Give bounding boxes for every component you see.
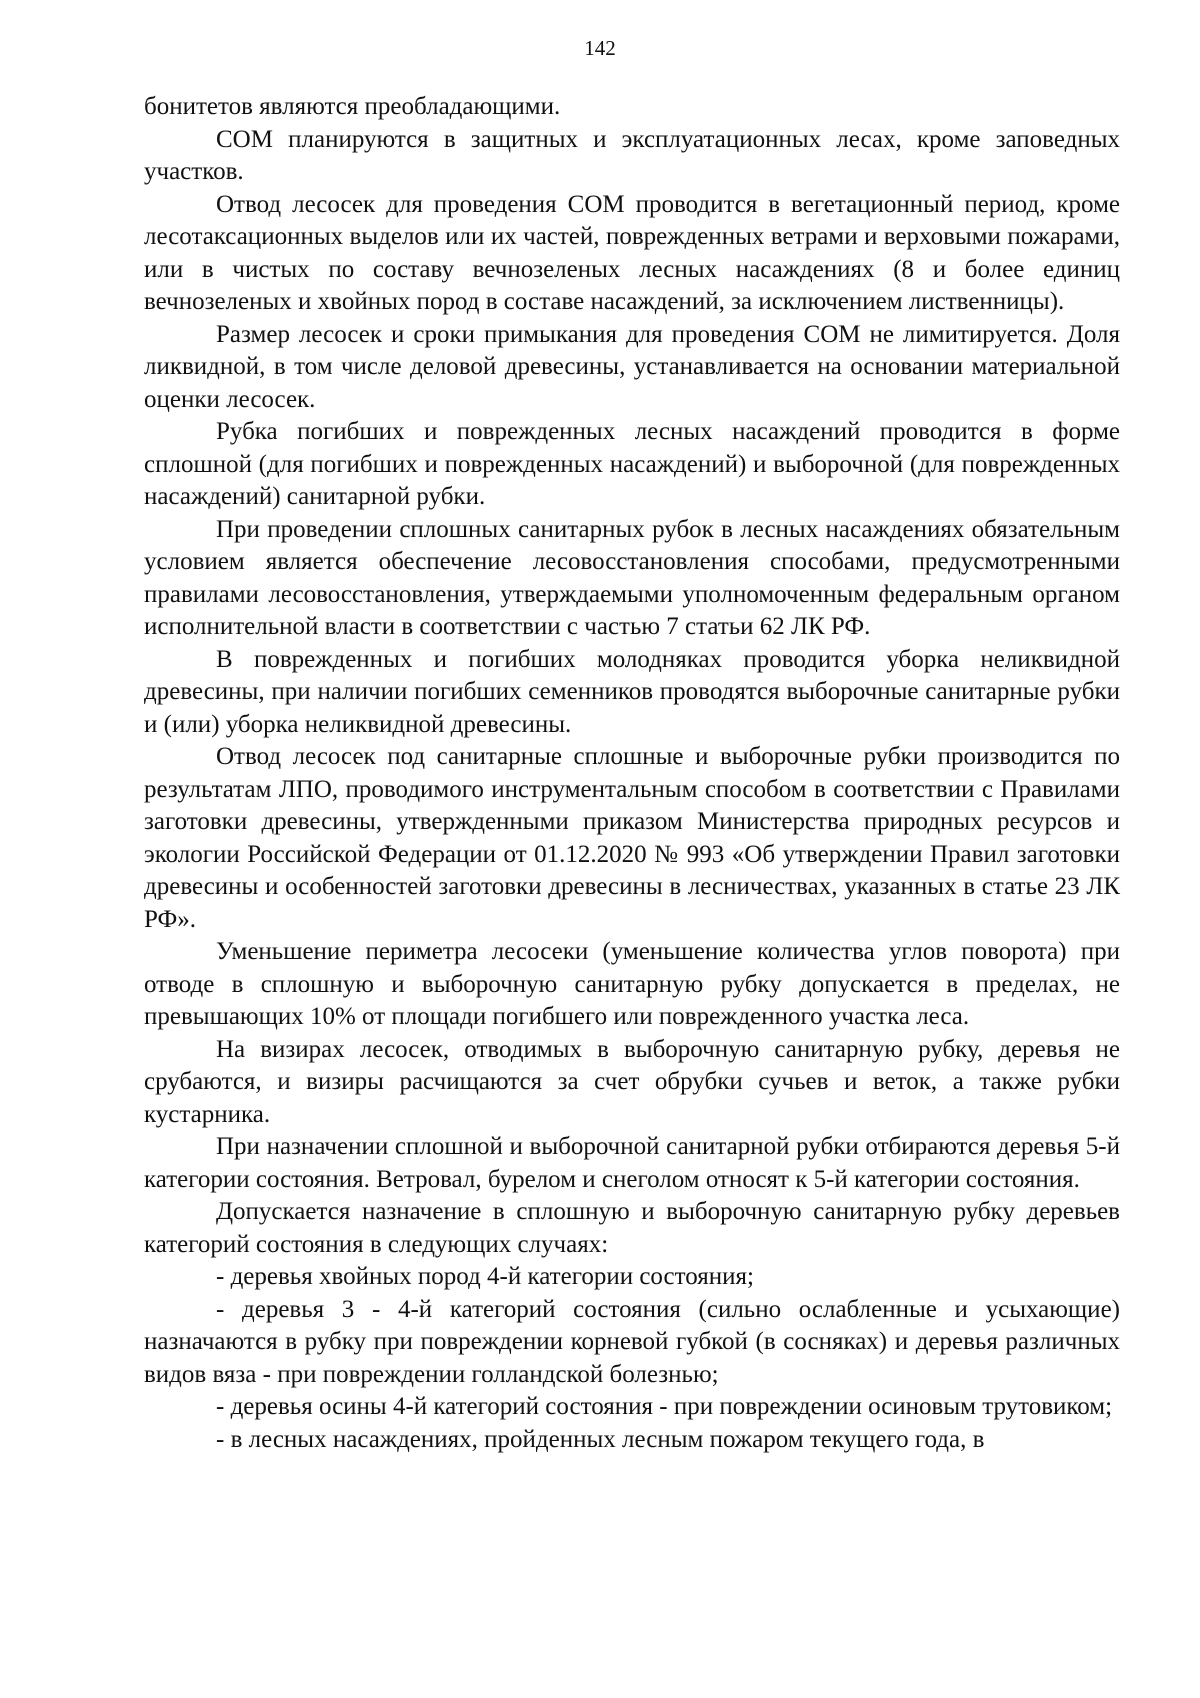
paragraph: В поврежденных и погибших молодняках проводится уборка неликвидной древесины, при наличии погибших семенников проводятся выборочные санитарные рубки и (или) уборка неликвидной древесины. [144,645,1120,738]
paragraph: СОМ планируются в защитных и эксплуатационных лесах, кроме заповедных участков. [144,125,1120,185]
paragraph: Рубка погибших и поврежденных лесных насаждений проводится в форме сплошной (для погибших и поврежденных насаждений) и выборочной (для поврежденных насаждений) санитарной рубки. [144,418,1120,510]
list-item: - деревья осины 4-й категорий состояния - при повреждении осиновым трутовиком; [216,1393,1113,1420]
paragraph: Уменьшение периметра лесосеки (уменьшение количества углов поворота) при отводе в сплошную и выборочную санитарную рубку допускается в пределах, не превышающих 10% от площади погибшего или поврежденного участка леса. [144,938,1120,1030]
paragraph: бонитетов являются преобладающими. [144,93,561,120]
document-body [144,91,1120,1456]
page-number: 142 [584,36,616,60]
paragraph: Отвод лесосек для проведения СОМ проводится в вегетационный период, кроме лесотаксационных выделов или их частей, поврежденных ветрами и верховыми пожарами, или в чистых по составу вечнозеленых лесных насаждениях (8 и более единиц вечнозеленых и хвойных пород в составе насаждений, за исключением лиственницы). [144,190,1120,315]
list-item: - деревья 3 - 4-й категорий состояния (сильно ослабленные и усыхающие) назначаются в рубку при повреждении корневой губкой (в сосняках) и деревья различных видов вяза - при повреждении голландской болезнью; [144,1295,1120,1388]
paragraph: При назначении сплошной и выборочной санитарной рубки отбираются деревья 5-й категории состояния. Ветровал, бурелом и снеголом относят к 5-й категории состояния. [144,1133,1120,1193]
paragraph: Допускается назначение в сплошную и выборочную санитарную рубку деревьев категорий состояния в следующих случаях: [144,1198,1120,1258]
list-item: - в лесных насаждениях, пройденных лесным пожаром текущего года, в [216,1425,985,1453]
list-item: - деревья хвойных пород 4-й категории состояния; [216,1263,754,1290]
paragraph: На визирах лесосек, отводимых в выборочную санитарную рубку, деревья не срубаются, и визиры расчищаются за счет обрубки сучьев и веток, а также рубки кустарника. [144,1035,1120,1128]
paragraph: Отвод лесосек под санитарные сплошные и выборочные рубки производится по результатам ЛПО, проводимого инструментальным способом в соответствии с Правилами заготовки древесины, утвержденными приказом Министерства природных ресурсов и экологии Российской Федерации от 01.12.2020 № 993 «Об утверждении Правил заготовки древесины и особенностей заготовки древесины в лесничествах, указанных в статье 23 ЛК РФ». [144,743,1120,933]
paragraph: Размер лесосек и сроки примыкания для проведения СОМ не лимитируется. Доля ликвидной, в том числе деловой древесины, устанавливается на основании материальной оценки лесосек. [144,320,1120,413]
paragraph: При проведении сплошных санитарных рубок в лесных насаждениях обязательным условием является обеспечение лесовосстановления способами, предусмотренными правилами лесовосстановления, утверждаемыми уполномоченным федеральным органом исполнительной власти в соответствии с частью 7 статьи 62 ЛК РФ. [144,515,1120,640]
